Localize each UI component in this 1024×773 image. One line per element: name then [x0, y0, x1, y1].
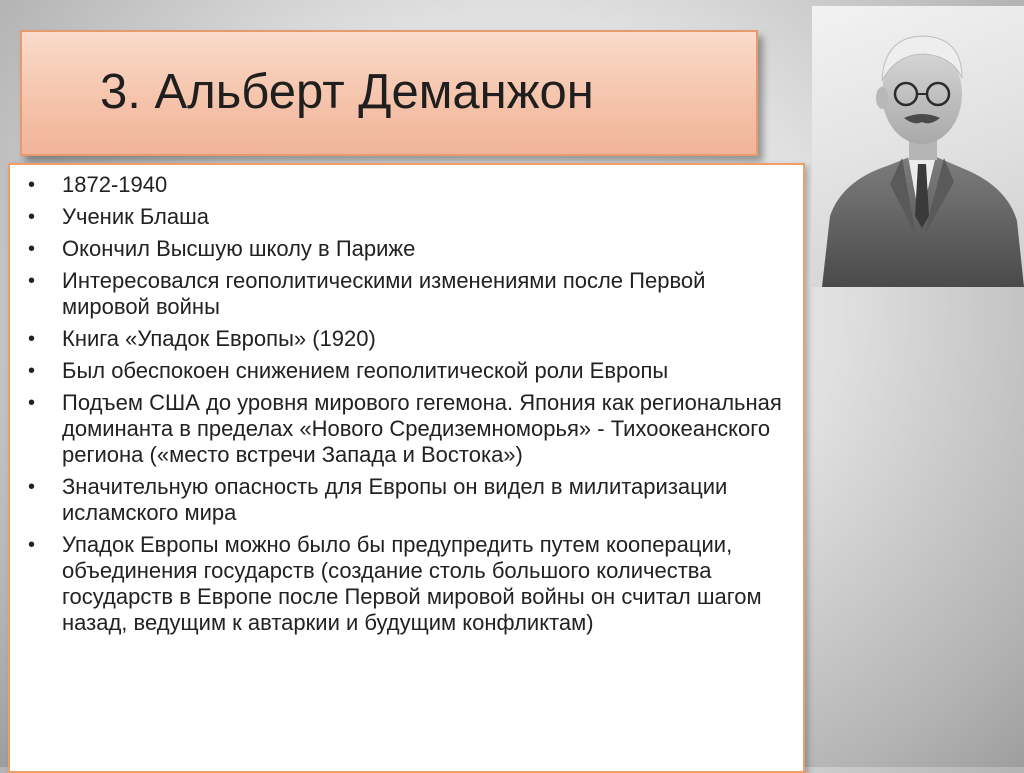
bullet-icon: •	[28, 174, 36, 196]
bullet-text: Упадок Европы можно было бы предупредить путем кооперации, объединения государств (создание столь большого количества государств в Европе после Первой мировой войны он считал шагом назад, ведущим к автаркии и будущим конфликтам)	[62, 532, 762, 635]
bullet-icon: •	[28, 476, 36, 498]
bullet-item	[24, 474, 784, 526]
bullet-text: 1872-1940	[62, 172, 168, 197]
bullet-item	[24, 268, 784, 320]
bullet-icon: •	[28, 360, 36, 382]
bullet-text: Интересовался геополитическими изменениями после Первой мировой войны	[62, 268, 706, 319]
ear-shape	[876, 87, 888, 109]
bullet-text: Значительную опасность для Европы он видел в милитаризации исламского мира	[62, 474, 728, 525]
bullet-icon: •	[28, 392, 36, 414]
portrait-illustration	[812, 6, 1024, 287]
title-box	[20, 30, 758, 156]
bullet-icon: •	[28, 206, 36, 228]
bullet-icon: •	[28, 534, 36, 556]
bullet-icon: •	[28, 238, 36, 260]
bullet-text: Книга «Упадок Европы» (1920)	[62, 326, 376, 351]
bullet-item	[24, 172, 784, 198]
bullet-item	[24, 236, 784, 262]
portrait-photo	[812, 6, 1024, 287]
bullet-text: Окончил Высшую школу в Париже	[62, 236, 416, 261]
bullet-item	[24, 532, 784, 636]
bullet-item	[24, 390, 784, 468]
bullet-text: Подъем США до уровня мирового гегемона. Япония как региональная доминанта в пределах «Нового Средиземноморья» - Тихоокеанского региона («место встречи Запада и Востока»)	[62, 390, 782, 467]
bullet-text: Ученик Блаша	[62, 204, 209, 229]
bullet-item	[24, 358, 784, 384]
bullet-text: Был обеспокоен снижением геополитической роли Европы	[62, 358, 669, 383]
bullet-icon: •	[28, 270, 36, 292]
slide-title: 3. Альберт Деманжон	[100, 65, 594, 119]
content-box	[8, 163, 805, 773]
bullet-item	[24, 204, 784, 230]
bullet-icon: •	[28, 328, 36, 350]
bullet-item	[24, 326, 784, 352]
bullet-list	[24, 172, 784, 642]
